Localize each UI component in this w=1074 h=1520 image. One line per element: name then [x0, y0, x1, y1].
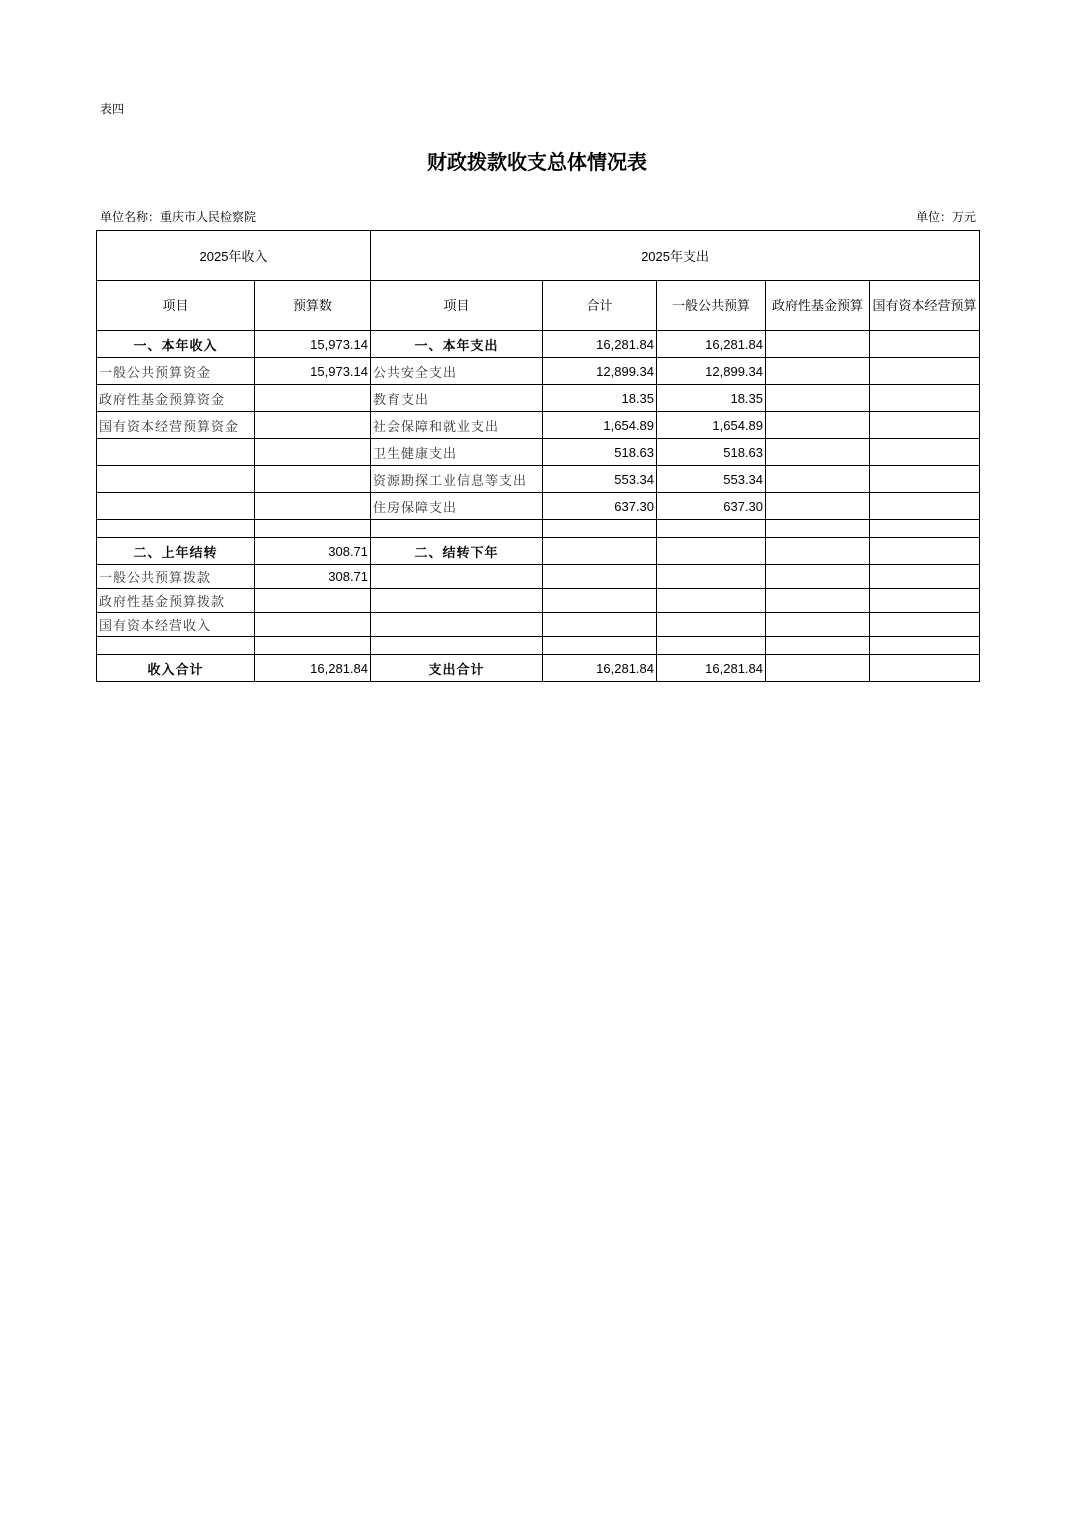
gov-fund-value [766, 331, 870, 358]
gov-fund-value [766, 493, 870, 520]
total-value: 1,654.89 [543, 412, 657, 439]
state-capital-value [870, 613, 980, 637]
expense-item: 社会保障和就业支出 [371, 412, 543, 439]
general-value: 18.35 [657, 385, 766, 412]
gov-fund-value [766, 358, 870, 385]
header-row-group [97, 231, 980, 281]
gov-fund-value [766, 520, 870, 538]
table-row [97, 538, 980, 565]
income-item: 二、上年结转 [97, 538, 255, 565]
total-value [543, 565, 657, 589]
general-budget-header: 一般公共预算 [657, 281, 766, 331]
expense-item: 教育支出 [371, 385, 543, 412]
state-capital-value [870, 439, 980, 466]
total-header: 合计 [543, 281, 657, 331]
income-value: 15,973.14 [255, 331, 371, 358]
gov-fund-value [766, 412, 870, 439]
state-capital-value [870, 520, 980, 538]
state-capital-value [870, 565, 980, 589]
table-row-total [97, 655, 980, 682]
income-value [255, 466, 371, 493]
state-capital-value [870, 655, 980, 682]
general-value [657, 565, 766, 589]
general-value [657, 613, 766, 637]
income-total-value: 16,281.84 [255, 655, 371, 682]
income-value [255, 412, 371, 439]
total-value: 16,281.84 [543, 655, 657, 682]
gov-fund-value [766, 466, 870, 493]
income-item: 一般公共预算资金 [97, 358, 255, 385]
total-value: 16,281.84 [543, 331, 657, 358]
total-value: 18.35 [543, 385, 657, 412]
expense-total-label: 支出合计 [371, 655, 543, 682]
expense-item [371, 520, 543, 538]
income-item: 国有资本经营预算资金 [97, 412, 255, 439]
income-value [255, 439, 371, 466]
total-value [543, 520, 657, 538]
table-row [97, 385, 980, 412]
expense-item: 卫生健康支出 [371, 439, 543, 466]
state-capital-header: 国有资本经营预算 [870, 281, 980, 331]
table-row [97, 520, 980, 538]
income-item [97, 637, 255, 655]
gov-fund-value [766, 613, 870, 637]
income-value: 308.71 [255, 538, 371, 565]
expense-item: 资源勘探工业信息等支出 [371, 466, 543, 493]
state-capital-value [870, 358, 980, 385]
state-capital-value [870, 538, 980, 565]
income-item: 国有资本经营收入 [97, 613, 255, 637]
state-capital-value [870, 385, 980, 412]
income-total-label: 收入合计 [97, 655, 255, 682]
expense-item [371, 565, 543, 589]
table-row [97, 466, 980, 493]
general-value: 16,281.84 [657, 655, 766, 682]
general-value [657, 520, 766, 538]
expense-item [371, 613, 543, 637]
income-value: 308.71 [255, 565, 371, 589]
expense-item [371, 637, 543, 655]
currency-unit-label: 单位：万元 [915, 210, 976, 224]
general-value [657, 637, 766, 655]
general-value [657, 589, 766, 613]
table-row [97, 493, 980, 520]
income-value [255, 637, 371, 655]
income-value [255, 613, 371, 637]
table-number: 表四 [100, 102, 125, 116]
income-value: 15,973.14 [255, 358, 371, 385]
total-value [543, 637, 657, 655]
general-value: 553.34 [657, 466, 766, 493]
expense-item-header: 项目 [371, 281, 543, 331]
expense-item: 住房保障支出 [371, 493, 543, 520]
income-item: 政府性基金预算资金 [97, 385, 255, 412]
gov-fund-value [766, 655, 870, 682]
state-capital-value [870, 637, 980, 655]
expense-item: 二、结转下年 [371, 538, 543, 565]
expense-item: 一、本年支出 [371, 331, 543, 358]
unit-name-label: 单位名称：重庆市人民检察院 [100, 210, 257, 224]
income-value [255, 589, 371, 613]
income-value [255, 520, 371, 538]
income-item [97, 493, 255, 520]
table-row [97, 331, 980, 358]
income-item [97, 439, 255, 466]
table-row [97, 613, 980, 637]
gov-fund-value [766, 385, 870, 412]
total-value: 12,899.34 [543, 358, 657, 385]
table-row [97, 439, 980, 466]
income-item [97, 520, 255, 538]
income-budget-header: 预算数 [255, 281, 371, 331]
table-row [97, 637, 980, 655]
gov-fund-header: 政府性基金预算 [766, 281, 870, 331]
total-value: 637.30 [543, 493, 657, 520]
general-value: 16,281.84 [657, 331, 766, 358]
gov-fund-value [766, 538, 870, 565]
total-value [543, 538, 657, 565]
gov-fund-value [766, 565, 870, 589]
income-value [255, 385, 371, 412]
income-item [97, 466, 255, 493]
state-capital-value [870, 412, 980, 439]
state-capital-value [870, 331, 980, 358]
header-row-columns [97, 281, 980, 331]
income-item-header: 项目 [97, 281, 255, 331]
general-value [657, 538, 766, 565]
state-capital-value [870, 589, 980, 613]
total-value: 518.63 [543, 439, 657, 466]
expense-group-header: 2025年支出 [371, 231, 980, 281]
general-value: 637.30 [657, 493, 766, 520]
gov-fund-value [766, 589, 870, 613]
state-capital-value [870, 466, 980, 493]
total-value [543, 613, 657, 637]
total-value [543, 589, 657, 613]
state-capital-value [870, 493, 980, 520]
income-group-header: 2025年收入 [97, 231, 371, 281]
income-item: 一、本年收入 [97, 331, 255, 358]
income-value [255, 493, 371, 520]
income-item: 政府性基金预算拨款 [97, 589, 255, 613]
expense-item [371, 589, 543, 613]
income-item: 一般公共预算拨款 [97, 565, 255, 589]
table-row [97, 589, 980, 613]
page-title: 财政拨款收支总体情况表 [427, 150, 647, 174]
total-value: 553.34 [543, 466, 657, 493]
expense-item: 公共安全支出 [371, 358, 543, 385]
gov-fund-value [766, 439, 870, 466]
table-row [97, 565, 980, 589]
table-row [97, 358, 980, 385]
general-value: 1,654.89 [657, 412, 766, 439]
gov-fund-value [766, 637, 870, 655]
budget-table [96, 230, 980, 682]
table-row [97, 412, 980, 439]
general-value: 518.63 [657, 439, 766, 466]
general-value: 12,899.34 [657, 358, 766, 385]
